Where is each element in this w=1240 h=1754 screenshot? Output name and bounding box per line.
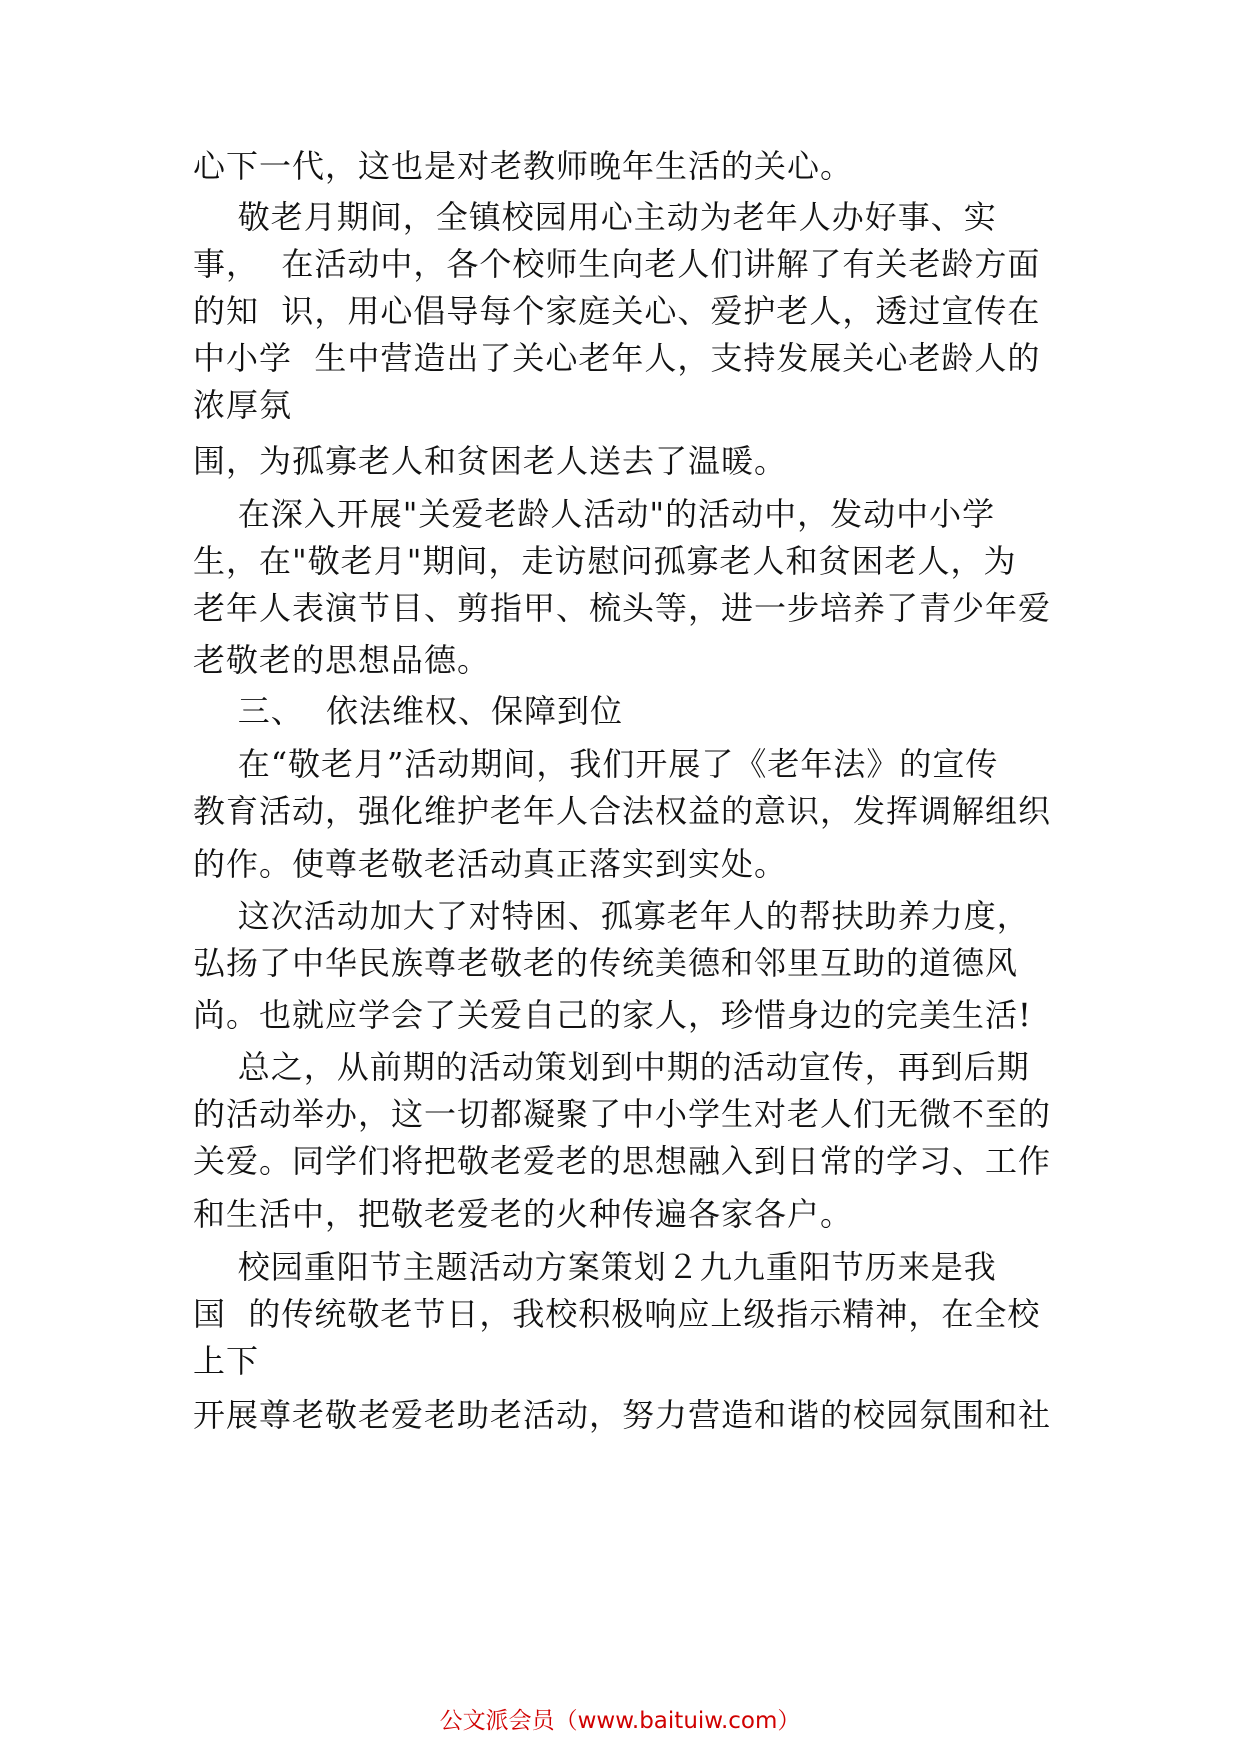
text-line: 开展尊老敬老爱老助老活动，努力营造和谐的校园氛围和社 [193, 1396, 1052, 1434]
text-line: 总之，从前期的活动策划到中期的活动宣传，再到后期 [193, 1048, 1030, 1086]
text-line: 这次活动加大了对特困、孤寡老年人的帮扶助养力度， [193, 897, 1030, 935]
text-line: 事， 在活动中，各个校师生向老人们讲解了有关老龄方面 [193, 245, 1041, 283]
text-line: 国 的传统敬老节日，我校积极响应上级指示精神，在全校 [193, 1295, 1041, 1333]
text-line: 中小学 生中营造出了关心老年人，支持发展关心老龄人的 [193, 339, 1041, 377]
text-line: 弘扬了中华民族尊老敬老的传统美德和邻里互助的道德风 [193, 944, 1019, 982]
text-line: 校园重阳节主题活动方案策划２九九重阳节历来是我 [193, 1248, 997, 1286]
text-line: 在深入开展"关爱老龄人活动"的活动中，发动中小学 [193, 495, 996, 533]
section-heading: 三、 依法维权、保障到位 [193, 692, 624, 730]
text-line: 老敬老的思想品德。 [193, 641, 491, 679]
text-line: 围，为孤寡老人和贫困老人送去了温暖。 [193, 442, 788, 480]
text-line: 关爱。同学们将把敬老爱老的思想融入到日常的学习、工作 [193, 1142, 1052, 1180]
text-line: 敬老月期间，全镇校园用心主动为老年人办好事、实 [193, 198, 997, 236]
text-line: 在“敬老月”活动期间，我们开展了《老年法》的宣传 [193, 745, 999, 783]
footer-watermark: 公文派会员（www.baituiw.com） [439, 1708, 801, 1734]
text-line: 的活动举办，这一切都凝聚了中小学生对老人们无微不至的 [193, 1095, 1052, 1133]
text-line: 和生活中，把敬老爱老的火种传遍各家各户。 [193, 1195, 854, 1233]
text-line: 老年人表演节目、剪指甲、梳头等，进一步培养了青少年爱 [193, 589, 1052, 627]
text-line: 心下一代，这也是对老教师晚年生活的关心。 [193, 147, 854, 185]
text-line: 教育活动，强化维护老年人合法权益的意识，发挥调解组织 [193, 792, 1052, 830]
text-line: 尚。也就应学会了关爱自己的家人，珍惜身边的完美生活! [193, 996, 1032, 1034]
text-line: 的知 识，用心倡导每个家庭关心、爱护老人，透过宣传在 [193, 292, 1041, 330]
text-line: 的作。使尊老敬老活动真正落实到实处。 [193, 845, 788, 883]
text-line: 生，在"敬老月"期间，走访慰问孤寡老人和贫困老人，为 [193, 542, 1017, 580]
text-line: 浓厚氛 [193, 386, 293, 424]
text-line: 上下 [193, 1342, 260, 1380]
